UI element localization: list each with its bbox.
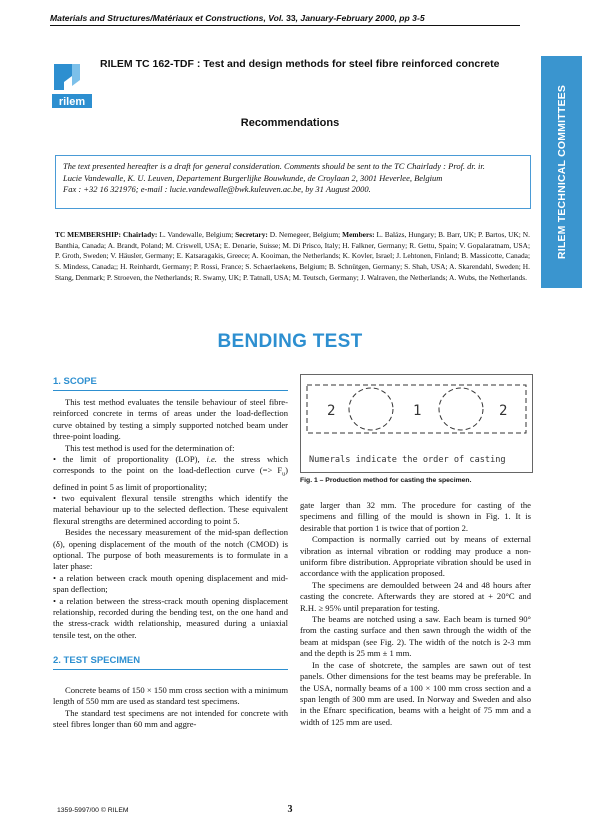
page-number: 3 xyxy=(287,804,293,815)
report-title: RILEM TC 162-TDF : Test and design methods for steel fibre reinforced concrete xyxy=(100,58,500,70)
section-2-rule xyxy=(53,669,288,670)
notice-text xyxy=(63,161,523,196)
membership-label: TC MEMBERSHIP: xyxy=(55,230,121,239)
footer-code: 1359-5997/00 © RILEM xyxy=(57,807,129,814)
bullet-ie: i.e. xyxy=(206,454,217,465)
chair-label: Chairlady: xyxy=(122,230,158,239)
figure-1 xyxy=(300,374,533,473)
paragraph: The beams are notched using a saw. Each beam is turned 90° from the casting surface and then sawn through the width of the beam at midspan (see Fig. 2). The width of the notch is 2-3 mm and the depth is 25 mm ± 1 mm. xyxy=(300,614,531,659)
members-list: L. Balázs, Hungary; B. Barr, UK; P. Bartos, UK; N. Banthia, Canada; A. Brandt, Poland; M. Criswell, USA; E. Denarie, Suisse; M. Di Prisco, Italy; H. Falkner, Germany; R. Gettu, Spain; V. Gopalaratnam, USA; P. Groth, Sweden; V. Häusler, Germany; E. Katsaragakis, Greece; A. Kooiman, the Netherlands; K. Kovler, Israel; J. Lehtonen, Finland; B. Massicotte, Canada; S. Mindess, Canada;; H. Reinhardt, Germany; P. Rossi, France; S. Schaerlaekens, Belgium; B. Schnütgen, Germany; S. Shah, USA; A. Skarendahl, Sweden; H. Stang, Denmark; P. Stroeven, the Netherlands; R. Swamy, UK; P. Tatnall, USA; M. Teutsch, Germany; J. Walraven, the Netherlands; A. Wubs, the Netherlands. xyxy=(55,230,530,282)
main-title: BENDING TEST xyxy=(217,331,363,352)
notice-line: The text presented hereafter is a draft for general consideration. Comments should be sent to the TC Chairlady : Prof. dr. ir. xyxy=(63,161,485,171)
paragraph: Compaction is normally carried out by means of external vibration as internal vibration or rodding may produce a non-uniform fibre distribution. Appropriate vibration should be used in accordance with the application proposed. xyxy=(300,534,531,579)
bullet-item xyxy=(53,454,288,493)
chair-name: L. Vandewalle, Belgium; xyxy=(159,230,234,239)
paragraph: Concrete beams of 150 × 150 mm cross section with a minimum length of 550 mm are used as standard test specimens. xyxy=(53,685,288,707)
pour-right xyxy=(439,388,483,430)
notice-line: Fax : +32 16 321976; e-mail : lucie.vandewalle@bwk.kuleuven.ac.be, by 31 August 2000. xyxy=(63,184,371,194)
tc-membership xyxy=(55,230,530,284)
section-1-rule xyxy=(53,390,288,391)
header-rule xyxy=(50,25,520,26)
section-1-title: 1. SCOPE xyxy=(53,376,97,387)
journal-name: Materials and Structures/Matériaux et Constructions, Vol. xyxy=(50,13,287,23)
bullet-text: ) defined in point 5 as limit of proportionality; xyxy=(53,465,288,492)
portion-label-right: 2 xyxy=(499,403,508,419)
journal-citation xyxy=(50,13,425,23)
figure-1-drawing xyxy=(301,375,532,472)
recommendations-heading: Recommendations xyxy=(240,117,340,129)
paragraph: Besides the necessary measurement of the mid-span deflection (δ), opening displacement of the mouth of the notch (CMOD) is optional. The purpose of both measurements is to formulate in a later phase: xyxy=(53,527,288,572)
journal-issue: , January-February 2000, pp 3-5 xyxy=(295,13,425,23)
portion-label-left: 2 xyxy=(327,403,336,419)
bullet-text: the stress which corresponds to the point on the load-deflection curve (=> F xyxy=(53,454,288,476)
paragraph: gate larger than 32 mm. The procedure for casting of the specimens and filling of the mould is shown in Fig. 1. It is desirable that portion 1 is twice that of portion 2. xyxy=(300,500,531,533)
section-2-title: 2. TEST SPECIMEN xyxy=(53,655,141,666)
figure-1-caption: Fig. 1 – Production method for casting the specimen. xyxy=(300,477,472,484)
figure-note: Numerals indicate the order of casting xyxy=(309,455,506,465)
section-1-body xyxy=(53,397,288,641)
pour-left xyxy=(349,388,393,430)
journal-volume: 33 xyxy=(286,13,296,23)
paragraph: In the case of shotcrete, the samples are sawn out of test panels. Other dimensions for the test beams may be preferable. In the USA, normally beams of a 100 × 100 mm cross section and a span length of 300 mm are used. In Norway and Sweden and also in the Efnarc specification, beams with a height of 75 mm and a width of 125 mm are used. xyxy=(300,659,531,727)
section-2-body xyxy=(53,685,288,731)
paragraph: The specimens are demoulded between 24 and 48 hours after casting the concrete. Afterwards they are stored at + 20°C and R.H. ≥ 95% until preparation for testing. xyxy=(300,579,531,613)
logo-text: rilem xyxy=(58,96,86,108)
paragraph: This test method is used for the determination of: xyxy=(65,442,235,453)
portion-label-center: 1 xyxy=(413,403,422,419)
secretary-label: Secretary: xyxy=(235,230,268,239)
bullet-text: • the limit of proportionality (LOP), xyxy=(53,454,207,465)
bullet-item: • a relation between crack mouth opening displacement and mid-span deflection; xyxy=(53,572,288,595)
side-banner xyxy=(541,56,582,288)
members-label: Members: xyxy=(342,230,375,239)
side-banner-label: RILEM TECHNICAL COMMITTEES xyxy=(555,84,568,260)
bullet-item: • two equivalent flexural tensile strengths which identify the material behaviour up to the selected deflection. These equivalent flexural strengths are determined according to point 5. xyxy=(53,492,288,526)
bullet-item: • a relation between the stress-crack mouth opening displacement relationship, recorded during the bending test, on the one hand and the stress-crack width relationship, measured during a uniaxial tensile test, on the other. xyxy=(53,595,288,640)
secretary-name: D. Nemegeer, Belgium; xyxy=(269,230,341,239)
rilem-logo xyxy=(50,60,94,110)
bullet-sub: u xyxy=(282,472,286,479)
paragraph: This test method evaluates the tensile behaviour of steel fibre-reinforced concrete in terms of areas under the load-deflection curve obtained by testing a simply supported notched beam under three-point loading. xyxy=(53,397,288,442)
notice-line: Lucie Vandewalle, K. U. Leuven, Departement Burgerlijke Bouwkunde, de Croylaan 2, 3001 Heverlee, Belgium xyxy=(63,172,443,183)
right-column-body xyxy=(300,500,531,728)
paragraph: The standard test specimens are not intended for concrete with steel fibres longer than 60 mm and aggre- xyxy=(53,707,288,730)
